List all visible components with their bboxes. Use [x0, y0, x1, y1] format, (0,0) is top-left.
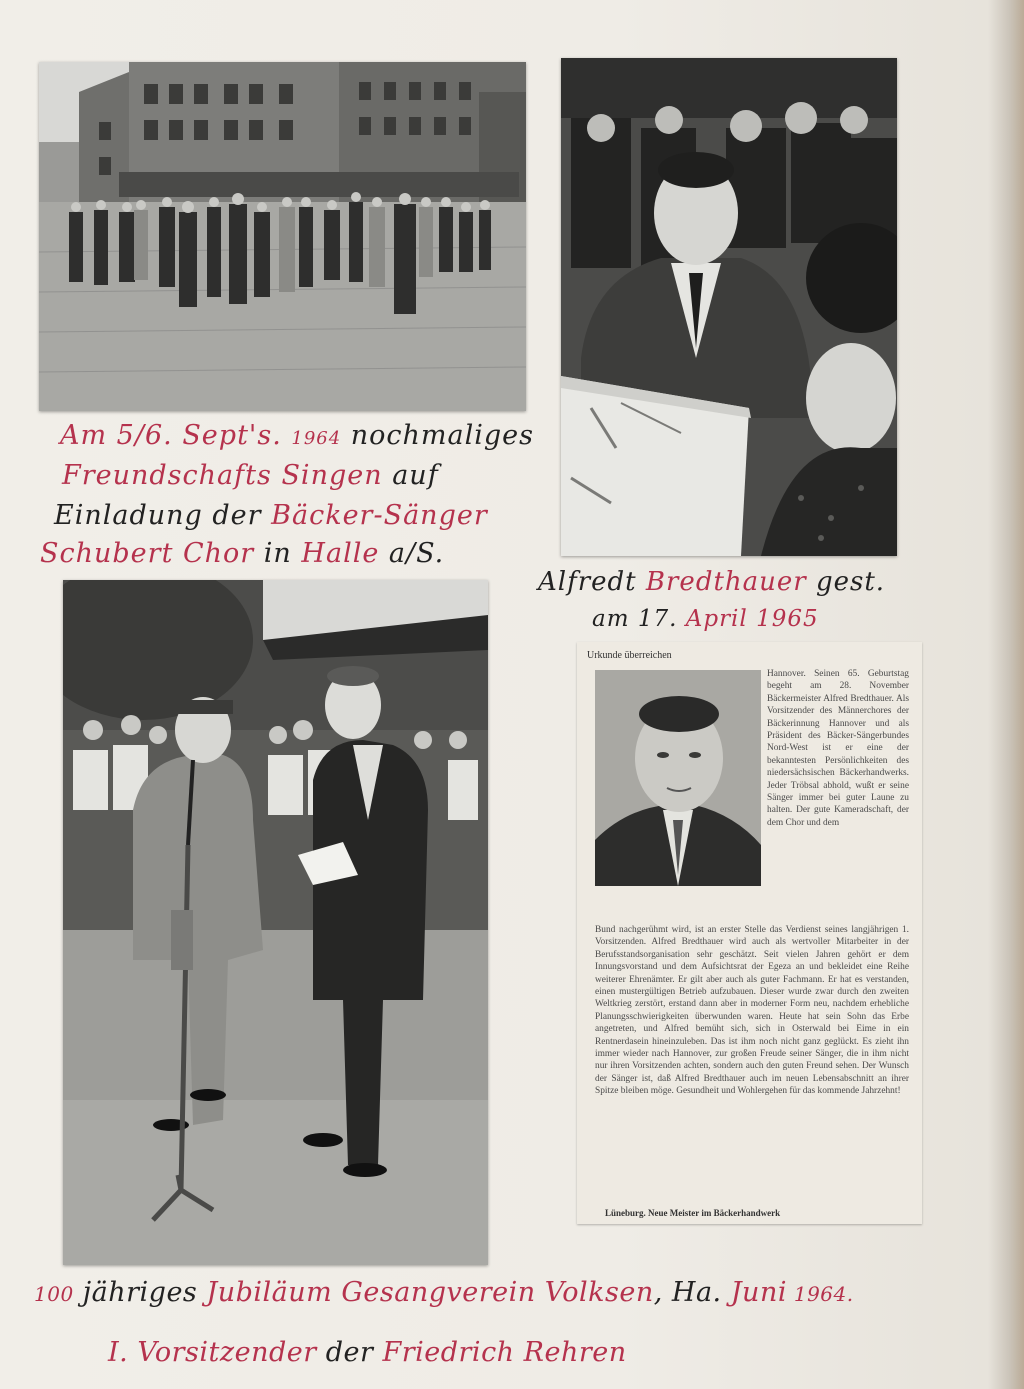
newspaper-clipping: [577, 642, 922, 1224]
clipping-article-column-full: Bund nachgerühmt wird, ist an erster Stelle das Verdienst seines langjährigen 1. Vorsitzenden. Alfred Bredthauer wird auch als wertvoller Mitarbeiter in der Berufsstandsorganisation sehr geschätzt. Seit vielen Jahren gehört er dem Innungsvorstand und dem Aufsichtsrat der Egeza an und bekleidet eine Reihe weiterer Ehrenämter. Er gilt aber auch als guter Fachmann. Er hat es verstanden, einen mustergültigen Betrieb aufzubauen. Dieser wurde zwar durch den zweiten Weltkrieg zerstört, erstand dann aber in moderner Form neu, nachdem erhebliche Planungsschwierigkeiten überwunden waren. Heute hat sein Sohn das Erbe angetreten, und Alfred bemüht sich, sich in Osterwald bei Eime in ein Rentnerdasein hineinzuleben. Das ist ihm noch nicht ganz geglückt. Es zieht ihn immer wieder nach Hannover, zur großen Freude seiner Sänger, die in ihm nicht nur ihren Vorsitzenden achten, sondern auch den guten Freund sehen. Der Wunsch der Sänger ist, daß Alfred Bredthauer auch im neuen Lebensabschnitt an ihrer Spitze bleiben möge. Gesundheit und Wohlergehen für das kommende Jahrzehnt!: [595, 925, 909, 1097]
page-edge-shadow: [988, 0, 1024, 1389]
caption-halle-line2: Freundschafts Singen auf: [62, 460, 439, 491]
caption-halle-line1: Am 5/6. Sept's. 1964 nochmaliges: [60, 420, 535, 451]
caption-alfred-line2: am 17. April 1965: [592, 606, 819, 632]
photo-jubilee-handshake: [63, 580, 488, 1265]
clipping-footer: Lüneburg. Neue Meister im Bäckerhandwerk: [605, 1208, 781, 1218]
clipping-portrait-photo: [595, 670, 761, 886]
photo-alfred-bredthauer: [561, 58, 897, 556]
caption-jubilee-line1: 100 jähriges Jubiläum Gesangverein Volksen, Ha. Juni 1964.: [34, 1277, 854, 1308]
caption-halle-line3: Einladung der Bäcker-Sänger: [54, 500, 488, 531]
caption-jubilee-line2: I. Vorsitzender der Friedrich Rehren: [108, 1337, 627, 1368]
caption-alfred-line1: Alfredt Bredthauer gest.: [538, 567, 886, 597]
clipping-article-column-right: Hannover. Seinen 65. Geburtstag begeht am 28. November Bäckermeister Alfred Bredthauer. Als Vorsitzender des Männerchores der Bäckerinnung Hannover und als Präsident des Bäcker-Sängerbundes Nord-West ist er eine der bekanntesten Persönlichkeiten des niedersächsischen Bäckerhandwerks. Jeder Tröbsal abhold, wußt er seine Sänger immer bei guter Laune zu halten. Der gute Kameradschaft, der dem Chor und dem: [767, 669, 909, 828]
photo-halle-square: [39, 62, 526, 411]
caption-halle-line4: Schubert Chor in Halle a/S.: [40, 538, 445, 569]
clipping-header: Urkunde überreichen: [587, 650, 672, 661]
